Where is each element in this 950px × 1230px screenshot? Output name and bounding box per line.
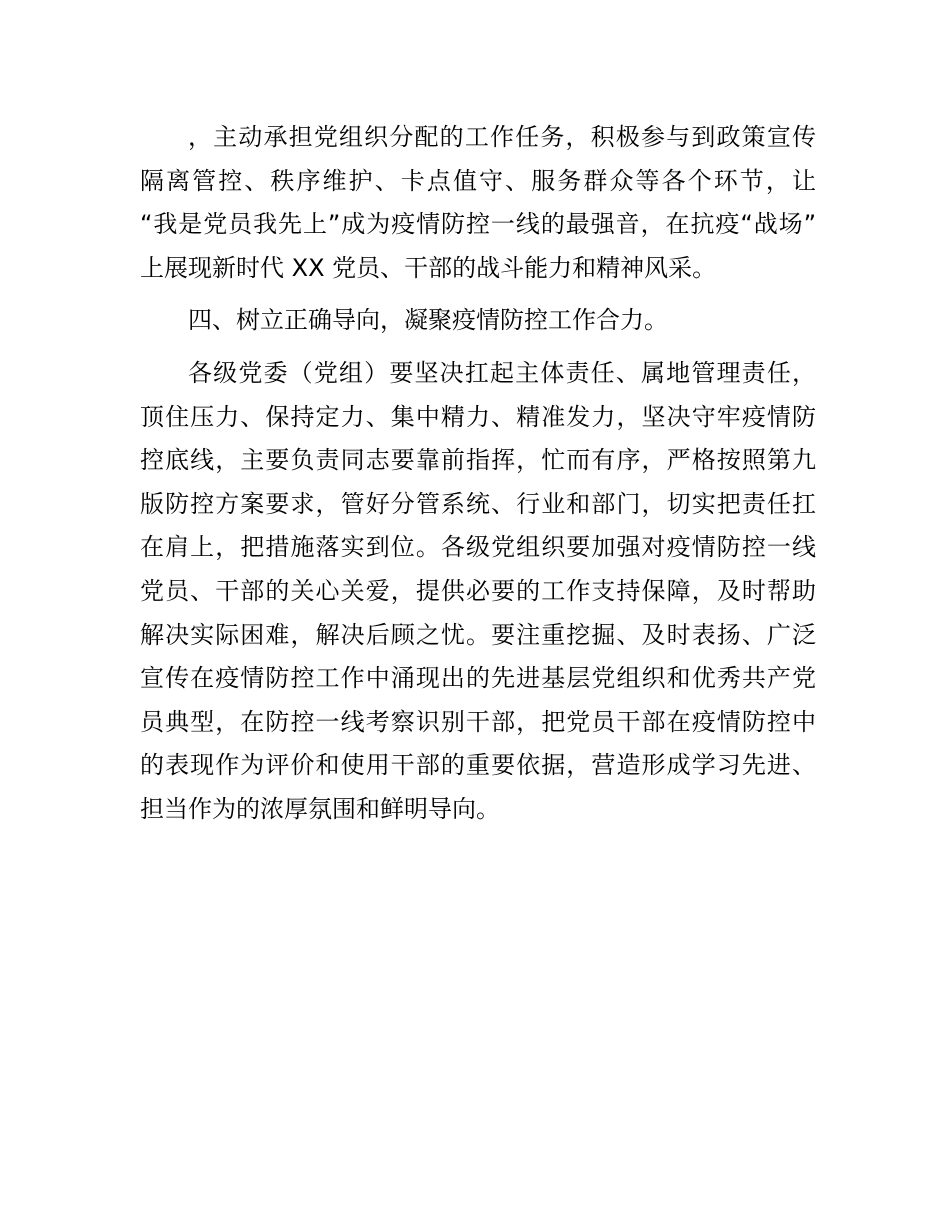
- text-line: 员典型，在防控一线考察识别干部，把党员干部在疫情防控中: [140, 707, 816, 736]
- text-line: 担当作为的浓厚氛围和鲜明导向。: [140, 794, 500, 823]
- text-line: 的表现作为评价和使用干部的重要依据，营造形成学习先进、: [140, 751, 816, 780]
- text-line: 在肩上，把措施落实到位。各级党组织要加强对疫情防控一线: [140, 533, 816, 562]
- text-line: ，主动承担党组织分配的工作任务，积极参与到政策宣传: [188, 123, 816, 151]
- section-heading-4: [140, 299, 816, 343]
- text-line: “我是党员我先上”成为疫情防控一线的最强音，在抗疫“战场”: [140, 210, 816, 239]
- text-line: 顶住压力、保持定力、集中精力、精准发力，坚决守牢疫情防: [140, 402, 816, 431]
- paragraph-3: [140, 352, 816, 832]
- paragraph-spacer: [140, 343, 816, 352]
- paragraph-1: [140, 116, 816, 290]
- section-heading-text: 四、树立正确导向，凝聚疫情防控工作合力。: [188, 306, 668, 335]
- text-line: 解决实际困难，解决后顾之忧。要注重挖掘、及时表扬、广泛: [140, 620, 816, 649]
- text-line: 上展现新时代 XX 党员、干部的战斗能力和精神风采。: [140, 253, 717, 282]
- document-body: [140, 116, 816, 832]
- text-line: 隔离管控、秩序维护、卡点值守、服务群众等各个环节，让: [140, 166, 816, 195]
- text-line: 各级党委（党组）要坚决扛起主体责任、属地管理责任，: [188, 358, 816, 387]
- text-line: 控底线，主要负责同志要靠前指挥，忙而有序，严格按照第九: [140, 446, 816, 475]
- text-line: 宣传在疫情防控工作中涌现出的先进基层党组织和优秀共产党: [140, 664, 816, 693]
- text-line: 版防控方案要求，管好分管系统、行业和部门，切实把责任扛: [140, 489, 816, 518]
- paragraph-spacer: [140, 290, 816, 299]
- text-line: 党员、干部的关心关爱，提供必要的工作支持保障，及时帮助: [140, 576, 816, 605]
